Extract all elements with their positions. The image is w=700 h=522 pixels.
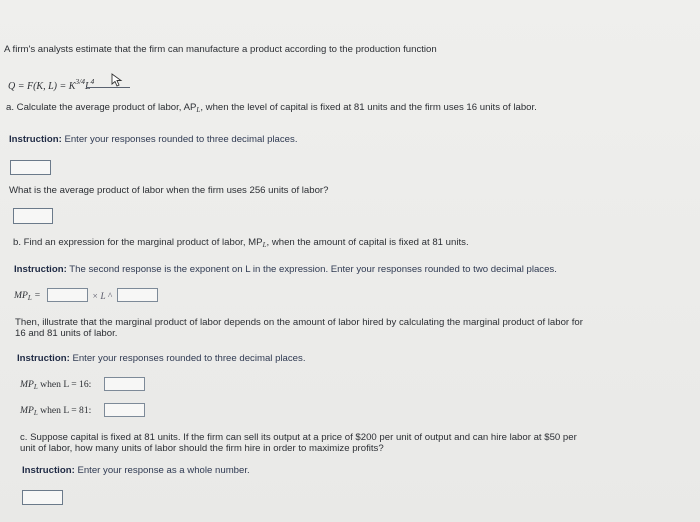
ap-16-input[interactable] <box>10 160 51 175</box>
part-a-rest: , when the level of capital is fixed at 81 units and the firm uses 16 units of labor. <box>200 102 537 113</box>
mpl-coefficient-input[interactable] <box>47 288 88 302</box>
part-c-line-2: unit of labor, how many units of labor should the firm hire in order to maximize profits? <box>20 443 384 454</box>
mpl-eq: = <box>31 290 41 301</box>
mpl16-label: MP <box>20 379 34 390</box>
mpl-times-l: × L ^ <box>92 291 112 301</box>
mpl-expression-label <box>14 290 41 304</box>
mpl16-rest: when L = 16: <box>37 379 92 390</box>
question-256: What is the average product of labor when the firm uses 256 units of labor? <box>9 185 329 196</box>
part-b-rest: , when the amount of capital is fixed at 81 units. <box>266 237 469 248</box>
part-b-subscript: L <box>262 241 267 249</box>
part-b-text <box>13 237 469 251</box>
illustrate-line-1: Then, illustrate that the marginal product of labor depends on the amount of labor hired by calculating the marginal product of labor for <box>15 317 583 328</box>
function-exponent-l: 4 <box>90 77 95 86</box>
mouse-cursor-icon <box>110 73 124 87</box>
intro-text: A firm's analysts estimate that the firm can manufacture a product according to the production function <box>4 44 437 55</box>
mpl-16-label <box>20 379 91 393</box>
instruction-text-c: Enter your responses rounded to three decimal places. <box>72 353 306 364</box>
mpl81-subscript: L <box>33 409 38 417</box>
part-a-text <box>6 102 537 116</box>
mpl-16-input[interactable] <box>104 377 145 391</box>
instruction-d <box>22 465 250 477</box>
instruction-label-b: Instruction: <box>14 264 67 275</box>
instruction-label-c: Instruction: <box>17 353 70 364</box>
part-b-label: b. Find an expression for the marginal product of labor, MP <box>13 237 263 248</box>
instruction-text: Enter your responses rounded to three decimal places. <box>64 134 298 145</box>
mpl81-rest: when L = 81: <box>37 405 92 416</box>
ap-256-input[interactable] <box>13 208 53 224</box>
mpl-label: MP <box>14 290 28 301</box>
part-a-subscript: L <box>196 106 201 114</box>
instruction-text-d: Enter your response as a whole number. <box>77 465 250 476</box>
function-exponent-k: 3/4 <box>75 77 85 86</box>
mpl-subscript: L <box>27 294 32 302</box>
instruction-b <box>14 264 557 276</box>
illustrate-line-2: 16 and 81 units of labor. <box>15 328 118 339</box>
instruction-a <box>9 134 297 146</box>
instruction-c <box>17 353 305 365</box>
mpl81-label: MP <box>20 405 34 416</box>
labor-units-input[interactable] <box>22 490 63 505</box>
part-a-label: a. Calculate the average product of labor, AP <box>6 102 197 113</box>
mpl16-subscript: L <box>33 383 38 391</box>
mpl-81-label <box>20 405 91 419</box>
production-function <box>8 76 94 93</box>
mpl-exponent-input[interactable] <box>117 288 158 302</box>
instruction-text-b: The second response is the exponent on L in the expression. Enter your responses rounded to two decimal places. <box>69 264 557 275</box>
part-c-line-1: c. Suppose capital is fixed at 81 units. If the firm can sell its output at a price of $200 per unit of output and can hire labor at $50 per <box>20 432 577 443</box>
instruction-label-d: Instruction: <box>22 465 75 476</box>
function-underline <box>86 87 130 88</box>
function-lhs: Q = F(K, L) = K <box>8 81 76 92</box>
instruction-label: Instruction: <box>9 134 62 145</box>
mpl-81-input[interactable] <box>104 403 145 417</box>
